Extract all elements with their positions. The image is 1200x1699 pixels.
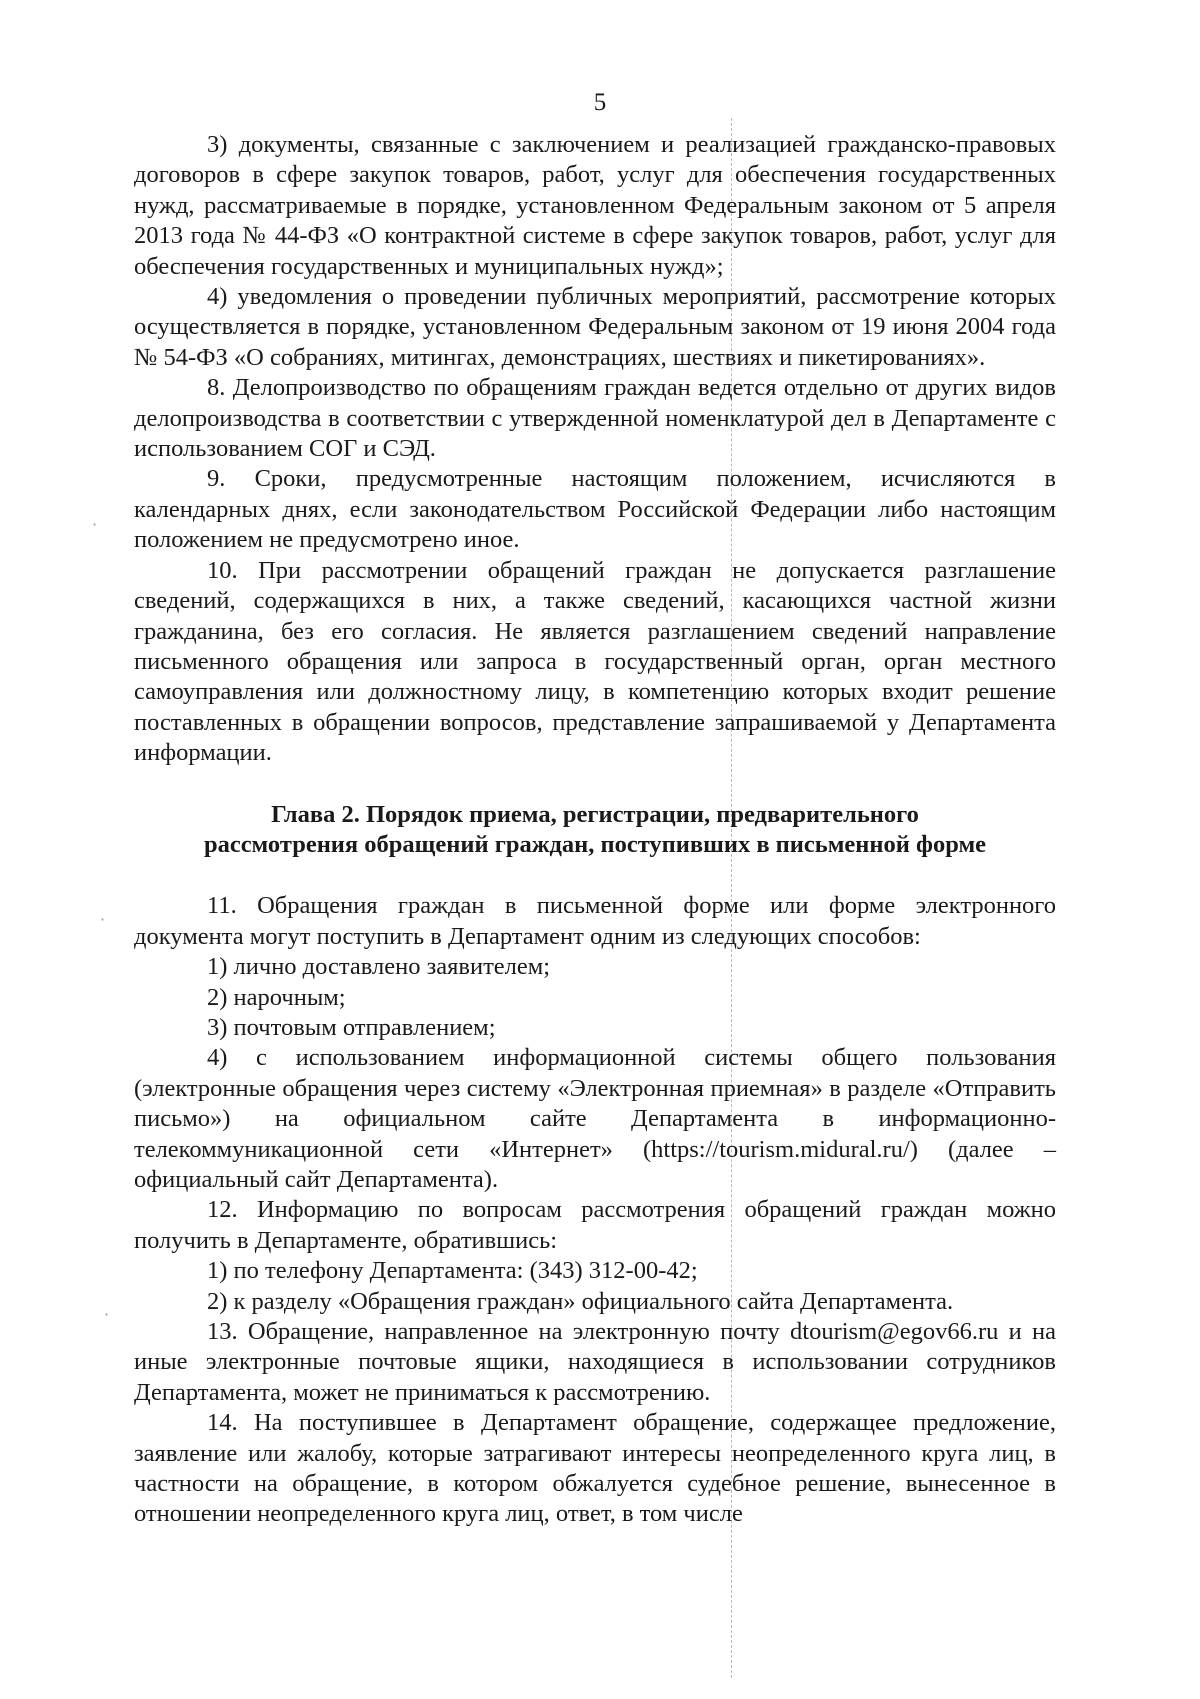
page-number: 5 [593,89,607,116]
list-item-post: 3) почтовым отправлением; [207,1013,496,1041]
paragraph-13-email: 13. Обращение, направленное на электронную почту dtourism@egov66.ru и на иные электронные почтовые ящики, находящиеся в использовании сотрудников Департамента, может не приниматься к рассмотрению. [134,1318,1056,1406]
scan-speck: · [92,515,98,534]
paragraph-9-deadlines: 9. Сроки, предусмотренные настоящим положением, исчисляются в календарных днях, если законодательством Российской Федерации либо настоящим положением не предусмотрено иное. [134,465,1056,554]
list-item-courier: 2) нарочным; [207,983,346,1011]
scan-speck: · [100,910,106,929]
chapter-heading [134,800,1056,861]
chapter-heading-line-2: рассмотрения обращений граждан, поступивших в письменной форме [203,830,987,858]
scan-speck: · [104,1305,110,1324]
paragraph-14-indefinite-persons: 14. На поступившее в Департамент обращение, содержащее предложение, заявление или жалобу, которые затрагивают интересы неопределенного круга лиц, в частности на обращение, в котором обжалуется судебное решение, вынесенное в отношении неопределенного круга лиц, ответ, в том числе [134,1409,1056,1528]
paragraph-item-3-contracts: 3) документы, связанные с заключением и реализацией гражданско-правовых договоров в сфере закупок товаров, работ, услуг для обеспечения государственных нужд, рассматриваемые в порядке, установленном Федеральным законом от 5 апреля 2013 года № 44-ФЗ «О контрактной системе в сфере закупок товаров, работ, услуг для обеспечения государственных и муниципальных нужд»; [134,131,1056,280]
paragraph-12-information: 12. Информацию по вопросам рассмотрения обращений граждан можно получить в Департаменте, обратившись: [134,1196,1056,1254]
paragraph-item-4-public-events: 4) уведомления о проведении публичных мероприятий, рассмотрение которых осуществляется в порядке, установленном Федеральным законом от 19 июня 2004 года № 54-ФЗ «О собраниях, митингах, демонстрациях, шествиях и пикетированиях». [134,283,1056,371]
paragraph-10-confidentiality: 10. При рассмотрении обращений граждан не допускается разглашение сведений, содержащихся в них, а также сведений, касающихся частной жизни гражданина, без его согласия. Не является разглашением сведений направление письменного обращения или запроса в государственный орган, орган местного самоуправления или должностному лицу, в компетенцию которых входит решение поставленных в обращении вопросов, представление запрашиваемой у Департамента информации. [134,556,1056,767]
chapter-heading-line-1: Глава 2. Порядок приема, регистрации, предварительного [271,800,919,828]
list-item-phone: 1) по телефону Департамента: (343) 312-00-42; [207,1257,698,1285]
document-body [134,130,1056,1530]
list-item-website-section: 2) к разделу «Обращения граждан» официального сайта Департамента. [207,1287,954,1315]
paragraph-11-submission-methods: 11. Обращения граждан в письменной форме или форме электронного документа могут поступить в Департамент одним из следующих способов: [134,892,1056,950]
list-item-online-system: 4) с использованием информационной системы общего пользования (электронные обращения через систему «Электронная приемная» в разделе «Отправить письмо») на официальном сайте Департамента в информационно-телекоммуникационной сети «Интернет» (https://tourism.midural.ru/) (далее – официальный сайт Департамента). [134,1044,1056,1193]
list-item-in-person: 1) лично доставлено заявителем; [207,953,551,981]
paragraph-8-records-management: 8. Делопроизводство по обращениям граждан ведется отдельно от других видов делопроизводства в соответствии с утвержденной номенклатурой дел в Департаменте с использованием СОГ и СЭД. [134,374,1056,463]
